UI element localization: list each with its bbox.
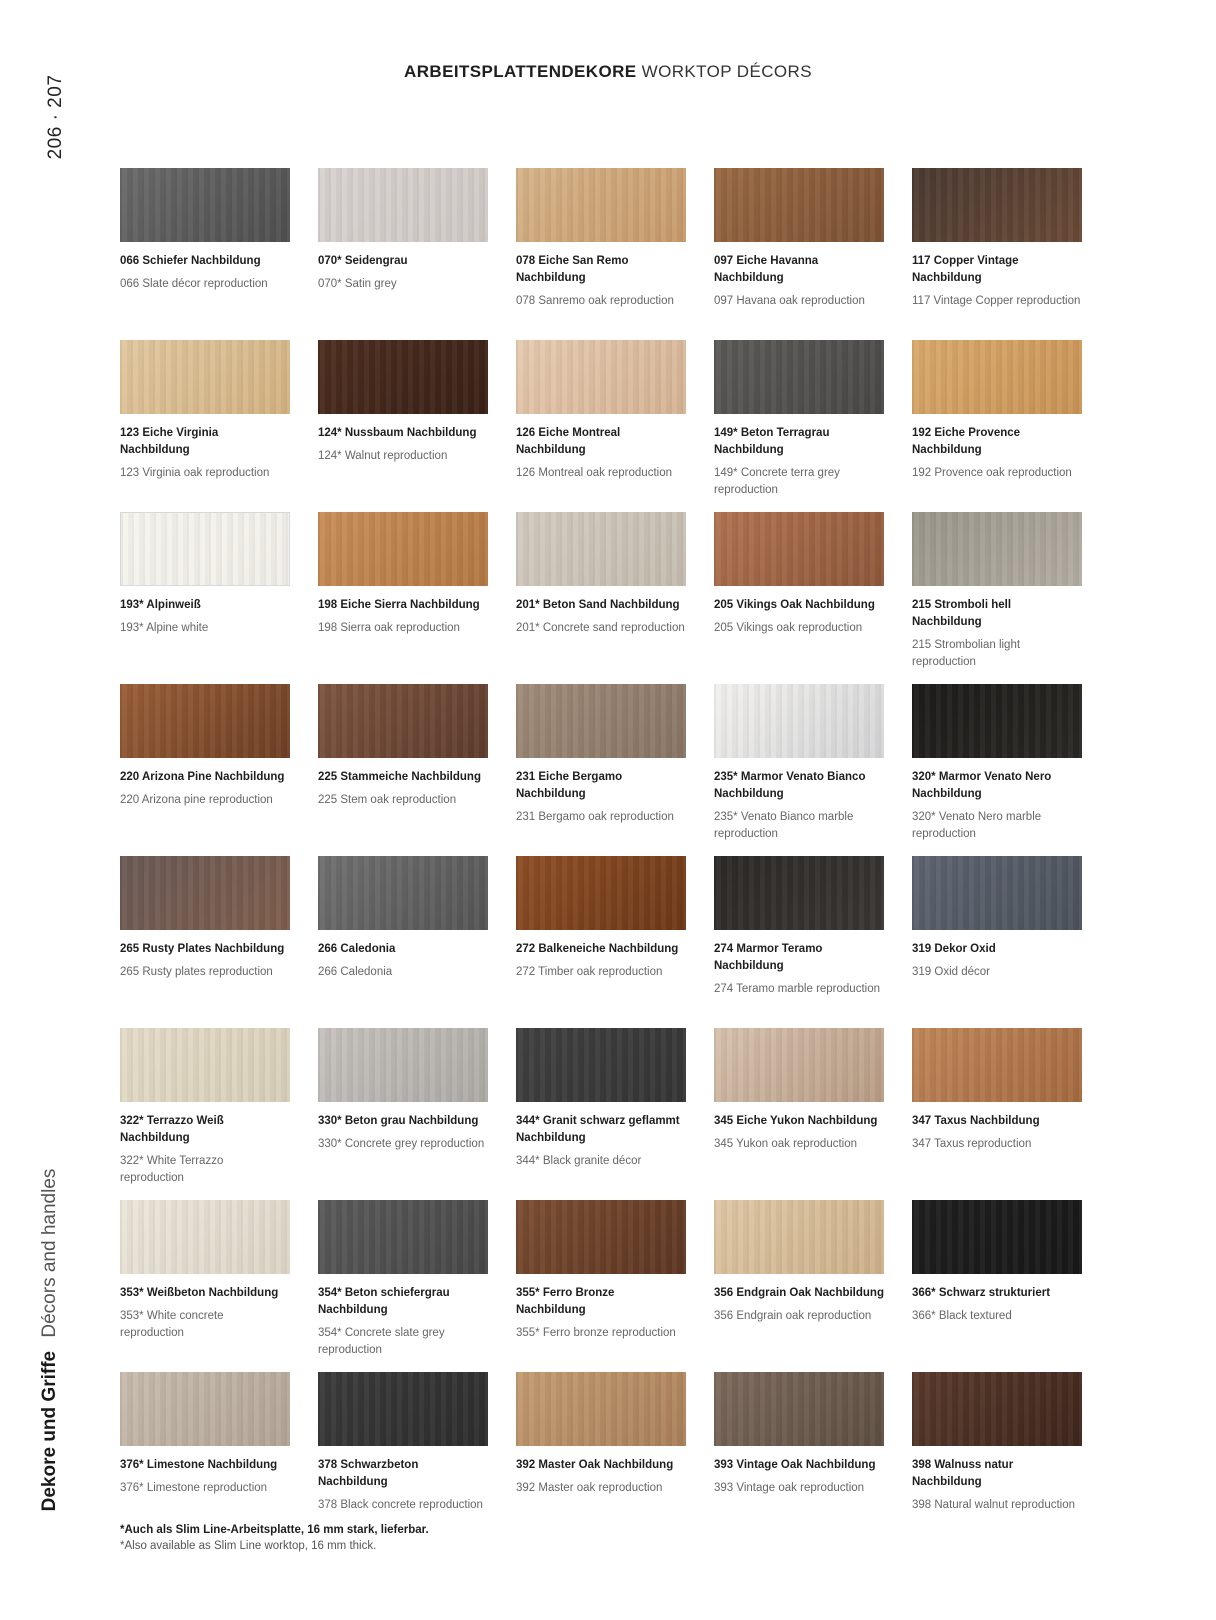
decor-translation: 126 Montreal oak reproduction: [516, 467, 672, 479]
decor-swatch: [714, 168, 884, 242]
decor-name: 319 Dekor Oxid: [912, 943, 996, 955]
decor-card: [120, 1200, 290, 1372]
decor-swatch: [120, 512, 290, 586]
decor-translation: 201* Concrete sand reproduction: [516, 622, 685, 634]
decor-name: 265 Rusty Plates Nachbildung: [120, 943, 285, 955]
section-label-en: Décors and handles: [39, 1168, 60, 1338]
decor-swatch: [714, 684, 884, 758]
decor-translation: 353* White concrete reproduction: [120, 1310, 224, 1339]
decor-name: 378 Schwarzbeton Nachbildung: [318, 1459, 419, 1488]
decor-name: 320* Marmor Venato Nero Nachbildung: [912, 771, 1052, 800]
decor-name: 231 Eiche Bergamo Nachbildung: [516, 771, 623, 800]
decor-swatch: [120, 856, 290, 930]
decor-swatch: [912, 684, 1082, 758]
decor-name: 344* Granit schwarz geflammt Nachbildung: [516, 1115, 680, 1144]
decor-translation: 322* White Terrazzo reproduction: [120, 1155, 224, 1184]
decor-name: 330* Beton grau Nachbildung: [318, 1115, 479, 1127]
decor-card: [912, 340, 1082, 512]
decor-swatch: [120, 1028, 290, 1102]
decor-name: 126 Eiche Montreal Nachbildung: [516, 427, 621, 456]
decor-name: 347 Taxus Nachbildung: [912, 1115, 1040, 1127]
decor-swatch: [318, 1372, 488, 1446]
decor-name: 149* Beton Terragrau Nachbildung: [714, 427, 830, 456]
decor-swatch: [912, 512, 1082, 586]
decor-name: 215 Stromboli hell Nachbildung: [912, 599, 1012, 628]
decor-translation: 215 Strombolian light reproduction: [912, 639, 1021, 668]
decor-swatch: [714, 856, 884, 930]
decor-name: 398 Walnuss natur Nachbildung: [912, 1459, 1014, 1488]
decor-card: [318, 856, 488, 1028]
decor-card: [120, 168, 290, 340]
decor-name: 272 Balkeneiche Nachbildung: [516, 943, 679, 955]
decor-name: 345 Eiche Yukon Nachbildung: [714, 1115, 878, 1127]
decor-card: [714, 1200, 884, 1372]
decor-card: [120, 856, 290, 1028]
decor-swatch: [318, 1028, 488, 1102]
decor-card: [516, 684, 686, 856]
decor-swatch: [516, 340, 686, 414]
decor-card: [714, 1372, 884, 1532]
decor-card: [912, 1200, 1082, 1372]
decor-card: [516, 340, 686, 512]
decor-name: 117 Copper Vintage Nachbildung: [912, 255, 1019, 284]
decor-swatch: [516, 1028, 686, 1102]
page-heading: [0, 62, 1216, 82]
decor-card: [714, 340, 884, 512]
decor-swatch: [120, 168, 290, 242]
decor-translation: 347 Taxus reproduction: [912, 1138, 1032, 1150]
decor-swatch: [318, 168, 488, 242]
decor-swatch: [714, 1200, 884, 1274]
decor-swatch: [318, 340, 488, 414]
decor-translation: 225 Stem oak reproduction: [318, 794, 457, 806]
decor-card: [714, 168, 884, 340]
decor-translation: 205 Vikings oak reproduction: [714, 622, 863, 634]
decor-card: [912, 512, 1082, 684]
decor-card: [714, 684, 884, 856]
decor-translation: 097 Havana oak reproduction: [714, 295, 865, 307]
decor-name: 366* Schwarz strukturiert: [912, 1287, 1051, 1299]
decor-translation: 235* Venato Bianco marble reproduction: [714, 811, 854, 840]
decor-swatch: [516, 684, 686, 758]
decor-translation: 398 Natural walnut reproduction: [912, 1499, 1076, 1511]
decor-swatch: [120, 684, 290, 758]
decor-card: [120, 340, 290, 512]
decor-name: 225 Stammeiche Nachbildung: [318, 771, 481, 783]
decor-translation: 149* Concrete terra grey reproduction: [714, 467, 840, 496]
decor-card: [516, 1200, 686, 1372]
decor-card: [516, 1028, 686, 1200]
decor-name: 192 Eiche Provence Nachbildung: [912, 427, 1021, 456]
decor-swatch: [714, 512, 884, 586]
decor-swatch: [120, 1372, 290, 1446]
decor-name: 078 Eiche San Remo Nachbildung: [516, 255, 629, 284]
decor-name: 066 Schiefer Nachbildung: [120, 255, 261, 267]
decor-card: [120, 1028, 290, 1200]
decor-swatch: [318, 684, 488, 758]
decor-card: [120, 512, 290, 684]
decor-translation: 117 Vintage Copper reproduction: [912, 295, 1081, 307]
decor-translation: 366* Black textured: [912, 1310, 1012, 1322]
decor-translation: 066 Slate décor reproduction: [120, 278, 268, 290]
decor-card: [318, 1372, 488, 1532]
decor-translation: 354* Concrete slate grey reproduction: [318, 1327, 445, 1356]
decor-translation: 392 Master oak reproduction: [516, 1482, 663, 1494]
page-numbers: 206 · 207: [45, 74, 66, 160]
decor-name: 393 Vintage Oak Nachbildung: [714, 1459, 876, 1471]
decor-translation: 355* Ferro bronze reproduction: [516, 1327, 676, 1339]
footnote: [120, 1522, 429, 1554]
section-label: [39, 1169, 61, 1512]
decor-card: [516, 856, 686, 1028]
decor-name: 376* Limestone Nachbildung: [120, 1459, 278, 1471]
decor-swatch: [714, 1028, 884, 1102]
decor-card: [318, 1028, 488, 1200]
decor-card: [318, 1200, 488, 1372]
decor-swatch: [912, 168, 1082, 242]
decor-grid: [120, 168, 1080, 1532]
page-numbers-block: [36, 52, 76, 182]
decor-name: 097 Eiche Havanna Nachbildung: [714, 255, 819, 284]
decor-card: [912, 168, 1082, 340]
decor-translation: 266 Caledonia: [318, 966, 393, 978]
decor-swatch: [912, 1200, 1082, 1274]
decor-name: 392 Master Oak Nachbildung: [516, 1459, 674, 1471]
footnote-en: *Also available as Slim Line worktop, 16 mm thick.: [120, 1540, 377, 1552]
decor-translation: 265 Rusty plates reproduction: [120, 966, 273, 978]
decor-card: [714, 1028, 884, 1200]
decor-name: 123 Eiche Virginia Nachbildung: [120, 427, 219, 456]
decor-name: 205 Vikings Oak Nachbildung: [714, 599, 875, 611]
decor-card: [120, 1372, 290, 1532]
decor-name: 322* Terrazzo Weiß Nachbildung: [120, 1115, 224, 1144]
decor-swatch: [912, 856, 1082, 930]
decor-translation: 376* Limestone reproduction: [120, 1482, 268, 1494]
decor-translation: 319 Oxid décor: [912, 966, 990, 978]
decor-card: [318, 340, 488, 512]
decor-card: [318, 512, 488, 684]
decor-swatch: [714, 340, 884, 414]
decor-name: 274 Marmor Teramo Nachbildung: [714, 943, 823, 972]
section-label-de: Dekore und Griffe: [39, 1350, 60, 1512]
decor-translation: 193* Alpine white: [120, 622, 209, 634]
decor-translation: 078 Sanremo oak reproduction: [516, 295, 674, 307]
decor-swatch: [912, 1028, 1082, 1102]
decor-name: 220 Arizona Pine Nachbildung: [120, 771, 285, 783]
decor-name: 235* Marmor Venato Bianco Nachbildung: [714, 771, 866, 800]
decor-translation: 192 Provence oak reproduction: [912, 467, 1072, 479]
decor-swatch: [318, 856, 488, 930]
decor-translation: 393 Vintage oak reproduction: [714, 1482, 865, 1494]
decor-translation: 345 Yukon oak reproduction: [714, 1138, 858, 1150]
heading-de: ARBEITSPLATTENDEKORE: [404, 62, 637, 81]
decor-card: [714, 512, 884, 684]
decor-card: [318, 168, 488, 340]
decor-name: 193* Alpinweiß: [120, 599, 201, 611]
decor-name: 124* Nussbaum Nachbildung: [318, 427, 477, 439]
decor-swatch: [516, 1200, 686, 1274]
decor-swatch: [516, 1372, 686, 1446]
decor-card: [912, 856, 1082, 1028]
decor-card: [516, 1372, 686, 1532]
decor-name: 356 Endgrain Oak Nachbildung: [714, 1287, 884, 1299]
heading-en: WORKTOP DÉCORS: [641, 62, 812, 81]
decor-card: [912, 684, 1082, 856]
decor-swatch: [318, 1200, 488, 1274]
decor-name: 201* Beton Sand Nachbildung: [516, 599, 680, 611]
decor-swatch: [516, 856, 686, 930]
decor-card: [714, 856, 884, 1028]
decor-card: [912, 1372, 1082, 1532]
decor-swatch: [714, 1372, 884, 1446]
decor-translation: 220 Arizona pine reproduction: [120, 794, 273, 806]
decor-name: 266 Caledonia: [318, 943, 396, 955]
decor-name: 354* Beton schiefergrau Nachbildung: [318, 1287, 450, 1316]
decor-card: [120, 684, 290, 856]
decor-translation: 356 Endgrain oak reproduction: [714, 1310, 872, 1322]
decor-translation: 123 Virginia oak reproduction: [120, 467, 270, 479]
decor-card: [318, 684, 488, 856]
decor-swatch: [120, 1200, 290, 1274]
decor-card: [516, 512, 686, 684]
decor-name: 355* Ferro Bronze Nachbildung: [516, 1287, 615, 1316]
decor-swatch: [120, 340, 290, 414]
decor-translation: 330* Concrete grey reproduction: [318, 1138, 485, 1150]
decor-translation: 320* Venato Nero marble reproduction: [912, 811, 1042, 840]
decor-name: 198 Eiche Sierra Nachbildung: [318, 599, 480, 611]
decor-card: [912, 1028, 1082, 1200]
decor-swatch: [912, 340, 1082, 414]
footnote-de: *Auch als Slim Line-Arbeitsplatte, 16 mm stark, lieferbar.: [120, 1524, 429, 1536]
decor-translation: 124* Walnut reproduction: [318, 450, 448, 462]
decor-name: 353* Weißbeton Nachbildung: [120, 1287, 279, 1299]
decor-swatch: [318, 512, 488, 586]
decor-translation: 231 Bergamo oak reproduction: [516, 811, 674, 823]
decor-translation: 344* Black granite décor: [516, 1155, 642, 1167]
decor-card: [516, 168, 686, 340]
decor-translation: 198 Sierra oak reproduction: [318, 622, 460, 634]
section-label-block: [30, 1150, 70, 1530]
decor-translation: 272 Timber oak reproduction: [516, 966, 663, 978]
decor-translation: 378 Black concrete reproduction: [318, 1499, 483, 1511]
decor-translation: 274 Teramo marble reproduction: [714, 983, 880, 995]
decor-swatch: [516, 168, 686, 242]
decor-name: 070* Seidengrau: [318, 255, 408, 267]
decor-translation: 070* Satin grey: [318, 278, 397, 290]
decor-swatch: [912, 1372, 1082, 1446]
decor-swatch: [516, 512, 686, 586]
